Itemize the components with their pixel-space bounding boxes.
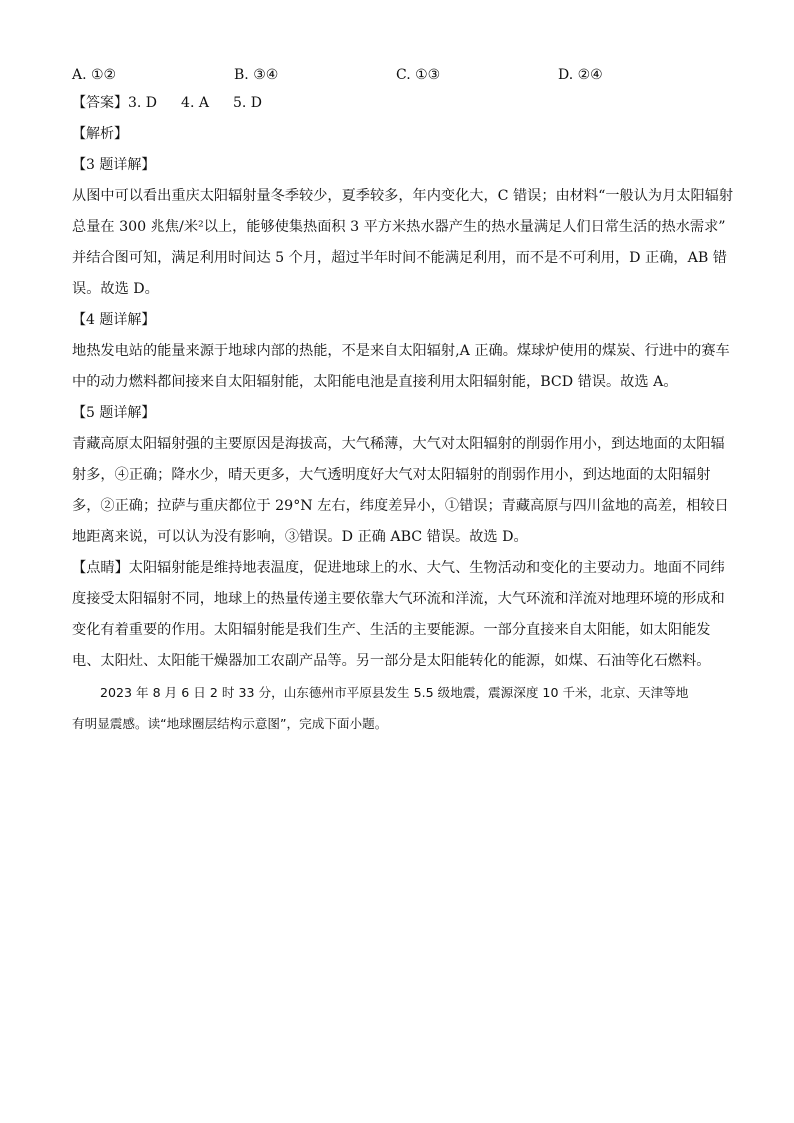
q5-heading: 【5 题详解】 <box>72 405 156 421</box>
q4-explanation <box>72 336 730 398</box>
answer-3: 3. D <box>128 95 158 111</box>
q3-heading: 【3 题详解】 <box>72 157 156 173</box>
dianjing-label: 【点睛】 <box>72 560 129 576</box>
q3-line: 从图中可以看出重庆太阳辐射量冬季较少，夏季较多，年内变化大，C 错误；由材料“一般认为月太阳辐射 <box>72 188 734 204</box>
q5-line: 射多，④正确；降水少，晴天更多，大气透明度好大气对太阳辐射的削弱作用小，到达地面的太阳辐射 <box>72 467 711 483</box>
q3-line: 并结合图可知，满足利用时间达 5 个月，超过半年时间不能满足利用，而不是不可利用，D 正确，AB 错 <box>72 250 727 266</box>
answer-label: 【答案】 <box>72 95 128 111</box>
q5-line: 青藏高原太阳辐射强的主要原因是海拔高，大气稀薄，大气对太阳辐射的削弱作用小，到达地面的太阳辐 <box>72 436 725 452</box>
answer-4: 4. A <box>181 95 209 111</box>
q3-explanation <box>72 181 734 305</box>
q5-line: 地距离来说，可以认为没有影响，③错误。D 正确 ABC 错误。故选 D。 <box>72 529 528 545</box>
q5-line: 多，②正确；拉萨与重庆都位于 29°N 左右，纬度差异小，①错误；青藏高原与四川盆地的高差，相较日 <box>72 498 729 514</box>
answer-5: 5. D <box>232 95 263 111</box>
dianjing-line: 电、太阳灶、太阳能干燥器加工农副产品等。另一部分是太阳能转化的能源，如煤、石油等化石燃料。 <box>72 653 711 669</box>
q4-line: 地热发电站的能量来源于地球内部的热能，不是来自太阳辐射,A 正确。煤球炉使用的煤炭、行进中的赛车 <box>72 343 730 359</box>
stem-line: 有明显震感。读“地球圈层结构示意图”，完成下面小题。 <box>72 716 388 731</box>
option-b: B. ③④ <box>234 67 279 83</box>
dianjing-line <box>72 553 725 584</box>
q4-line: 中的动力燃料都间接来自太阳辐射能，太阳能电池是直接利用太阳辐射能，BCD 错误。故选 A。 <box>72 374 678 390</box>
document-page <box>72 62 734 739</box>
answer-line <box>72 88 720 119</box>
analysis-heading: 【解析】 <box>72 126 128 142</box>
stem-line: 2023 年 8 月 6 日 2 时 33 分，山东德州市平原县发生 5.5 级地震，震源深度 10 千米，北京、天津等地 <box>100 685 689 700</box>
q5-explanation <box>72 429 729 553</box>
q3-line: 总量在 300 兆焦/米²以上，能够使集热面积 3 平方米热水器产生的热水量满足人们日常生活的热水需求” <box>72 219 726 235</box>
dianjing-line: 变化有着重要的作用。太阳辐射能是我们生产、生活的主要能源。一部分直接来自太阳能，如太阳能发 <box>72 622 711 638</box>
q3-line: 误。故选 D。 <box>72 281 159 297</box>
option-a: A. ①② <box>72 67 117 83</box>
dianjing-line: 度接受太阳辐射不同，地球上的热量传递主要依靠大气环流和洋流，大气环流和洋流对地理环境的形成和 <box>72 591 725 607</box>
q4-heading: 【4 题详解】 <box>72 312 156 328</box>
dianjing-text: 太阳辐射能是维持地表温度，促进地球上的水、大气、生物活动和变化的主要动力。地面不同纬 <box>128 560 725 576</box>
option-d: D. ②④ <box>558 67 603 83</box>
answer-options <box>72 62 720 88</box>
option-c: C. ①③ <box>396 67 441 83</box>
dianjing-section <box>72 553 725 677</box>
next-question-stem <box>72 677 720 739</box>
